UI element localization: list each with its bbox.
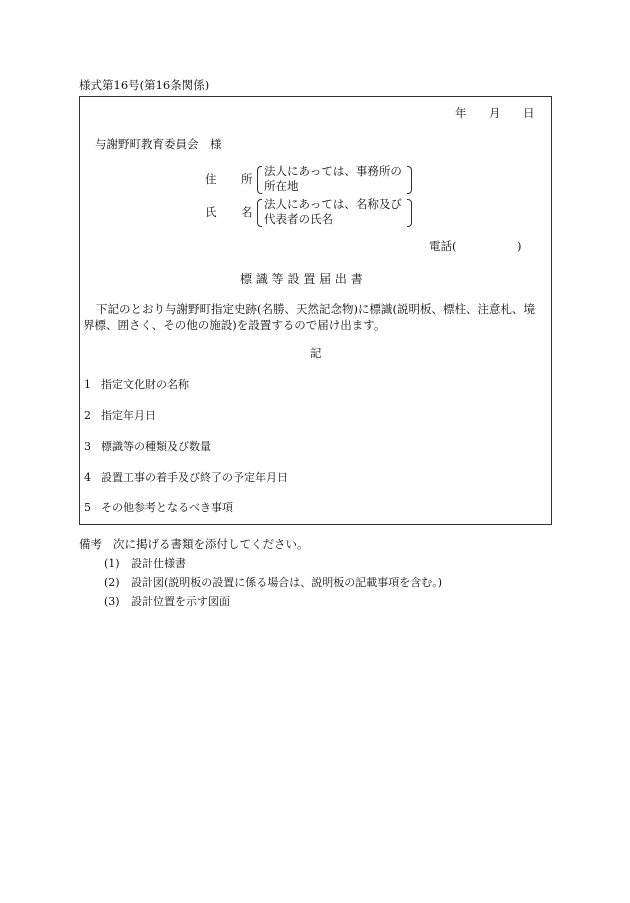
item-label: 指定年月日: [101, 409, 156, 422]
name-note-line2: 代表者の氏名: [264, 212, 333, 226]
address-bracket-right: [407, 166, 412, 194]
body-text-line1: 下記のとおり与謝野町指定史跡(名勝、天然記念物)に標識(説明板、標柱、注意札、境: [96, 302, 535, 316]
address-label-part1: 住: [205, 172, 217, 186]
name-bracket-left: [257, 199, 262, 227]
name-bracket-right: [407, 199, 412, 227]
ki-heading: 記: [310, 346, 322, 360]
item-label: その他参考となるべき事項: [101, 501, 233, 514]
remarks-item-label: 設計図(説明板の設置に係る場合は、説明板の記載事項を含む。): [131, 576, 443, 589]
date-day-label: 日: [523, 106, 535, 120]
remarks-item-number: (1): [104, 557, 120, 570]
date-month-label: 月: [489, 106, 501, 120]
remarks-label: 備考: [79, 537, 102, 551]
item-number: 4: [84, 471, 91, 484]
address-note-line1: 法人にあっては、事務所の: [264, 164, 402, 178]
remarks-item-number: (2): [104, 576, 120, 589]
item-number: 3: [84, 440, 91, 453]
item-label: 標識等の種類及び数量: [101, 440, 211, 453]
name-note-line1: 法人にあっては、名称及び: [264, 197, 402, 211]
address-label-part2: 所: [241, 172, 253, 186]
name-label-part2: 名: [241, 205, 253, 219]
item-label: 設置工事の着手及び終了の予定年月日: [101, 471, 288, 484]
remarks-item-number: (3): [104, 595, 120, 608]
address-bracket-left: [257, 166, 262, 194]
body-text-line2: 界標、囲さく、その他の施設)を設置するので届け出ます。: [83, 318, 386, 332]
item-number: 1: [84, 378, 91, 391]
date-year-label: 年: [455, 106, 467, 120]
item-number: 2: [84, 409, 91, 422]
phone-close-paren: ): [517, 239, 522, 253]
form-number: 様式第16号(第16条関係): [79, 78, 210, 92]
item-label: 指定文化財の名称: [101, 378, 189, 391]
remarks-item-label: 設計仕様書: [131, 557, 186, 570]
remarks-item-label: 設計位置を示す図面: [131, 595, 230, 608]
addressee: 与謝野町教育委員会 様: [95, 137, 222, 151]
address-note-line2: 所在地: [264, 179, 299, 193]
document-title: 標 識 等 設 置 届 出 書: [240, 272, 363, 286]
phone-label: 電話(: [429, 239, 457, 253]
item-number: 5: [84, 501, 91, 514]
name-label-part1: 氏: [205, 205, 217, 219]
remarks-text: 次に掲げる書類を添付してください。: [113, 537, 309, 551]
